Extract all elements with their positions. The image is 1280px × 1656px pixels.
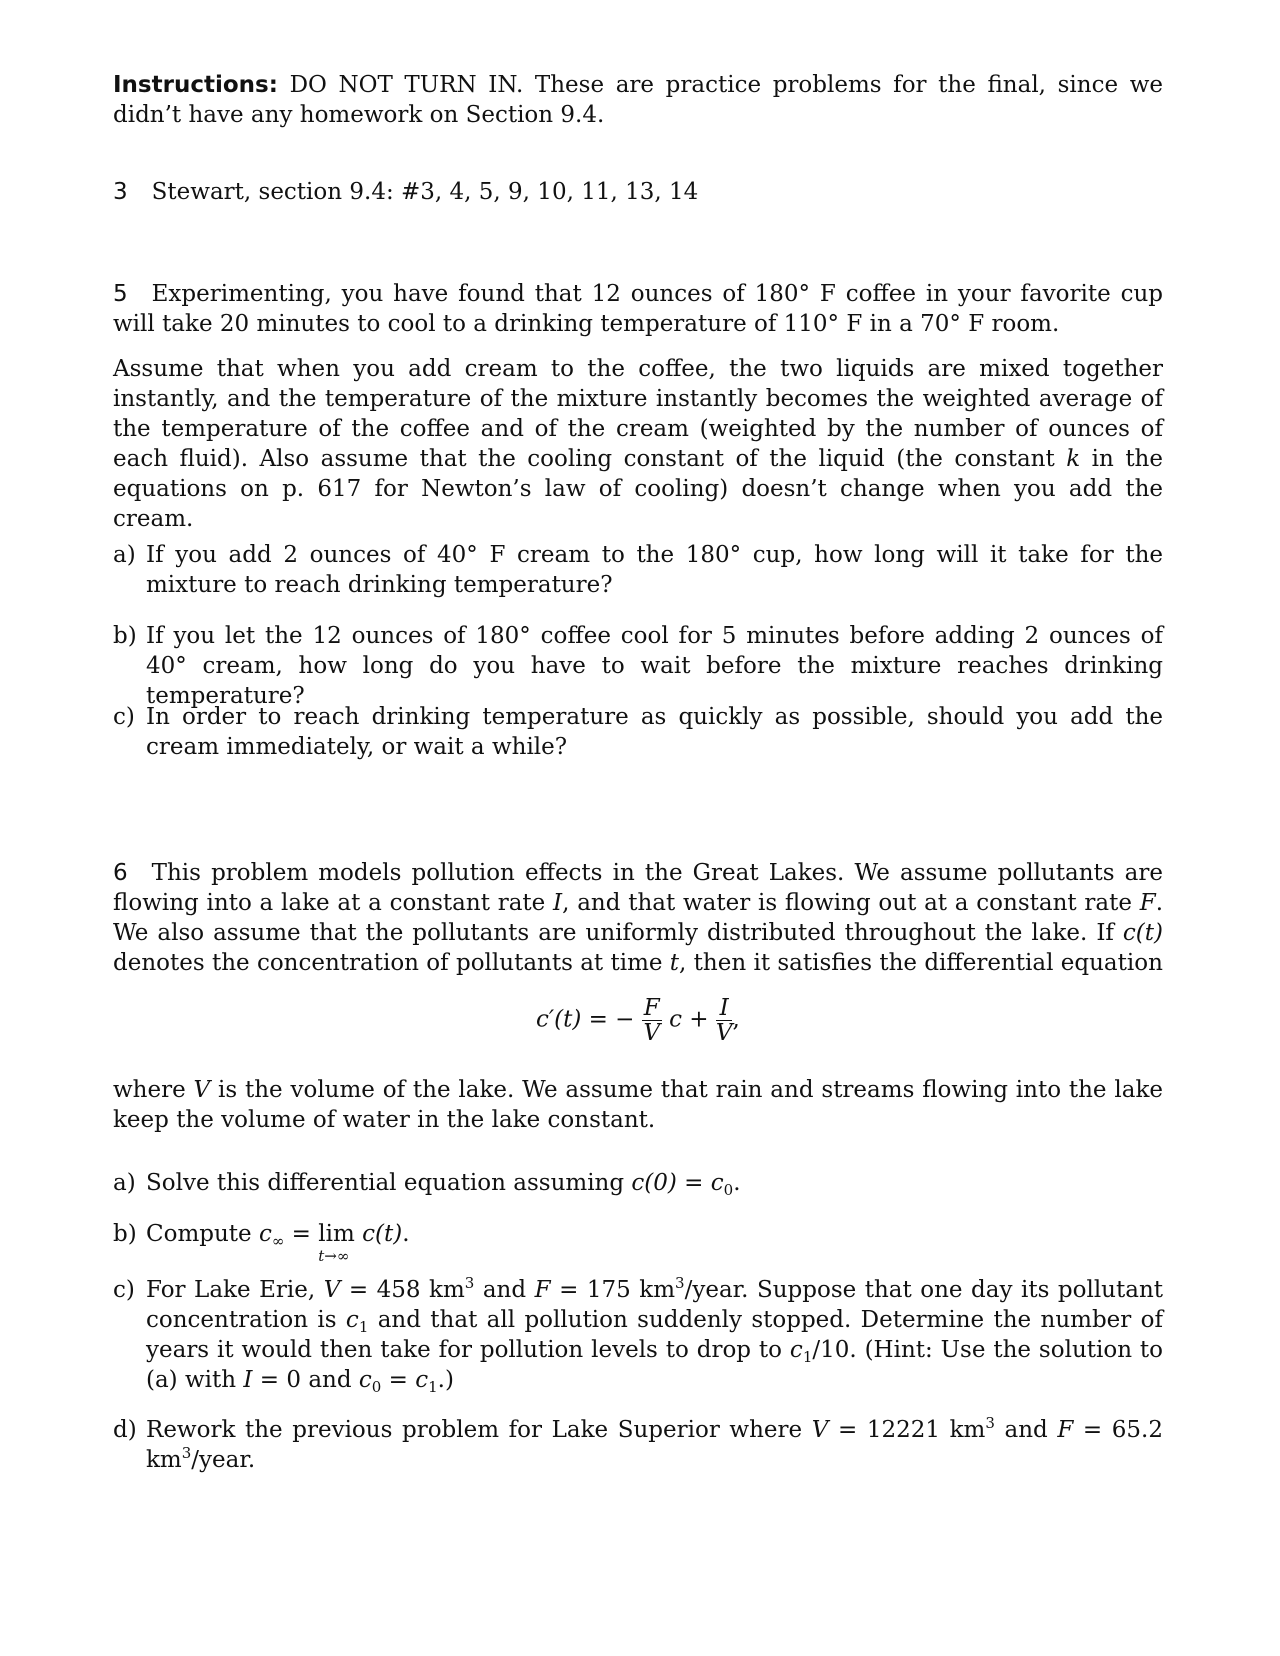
- problem-6-part-d: [113, 1415, 1163, 1475]
- part-label: b): [113, 623, 137, 649]
- problem-6-number: 6: [113, 860, 128, 886]
- part-label: c): [113, 1277, 135, 1303]
- var-I: I: [553, 890, 563, 916]
- problem-5-part-a: [113, 540, 1163, 600]
- lim-text: lim: [318, 1221, 355, 1247]
- instructions-text: DO NOT TURN IN. These are practice problems for the final, since we didn’t have any homework on Section 9.4.: [113, 72, 1164, 128]
- lim-subscript: t→∞: [318, 1247, 350, 1265]
- intro-text: . We also assume that the pollutants are uniformly distributed throughout the lake. If: [113, 890, 1163, 946]
- part-text: Rework the previous problem for Lake Superior where: [146, 1417, 812, 1443]
- part-text: = 65.2 km: [146, 1417, 1164, 1473]
- part-text: and: [474, 1277, 535, 1303]
- note-text: where: [113, 1077, 194, 1103]
- part-math: c(0) = c: [631, 1170, 724, 1196]
- problem-6-part-b: [113, 1219, 1163, 1263]
- frac-den: V: [643, 1020, 661, 1046]
- var-t: t: [669, 950, 680, 976]
- equation-end: ,: [732, 1006, 740, 1033]
- var-c: c: [415, 1367, 429, 1393]
- part-text: and that all pollution suddenly stopped. Determine the number of years it would then take for pollution levels to drop to: [146, 1307, 1163, 1363]
- superscript: 3: [181, 1444, 192, 1462]
- part-text: If you let the 12 ounces of 180° coffee cool for 5 minutes before adding 2 ounces of 40° cream, how long do you have to wait before the mixture reaches drinking temperature?: [146, 623, 1163, 709]
- var-k: k: [1066, 446, 1081, 472]
- var-c: c: [345, 1307, 359, 1333]
- subscript: 1: [358, 1318, 369, 1336]
- instructions-label: Instructions:: [113, 72, 278, 98]
- problem-3: [113, 177, 1163, 207]
- problem-5-intro: [113, 279, 1163, 339]
- problem-6-volume-note: [113, 1075, 1163, 1135]
- problem-5-part-b: [113, 621, 1163, 711]
- part-text: In order to reach drinking temperature as quickly as possible, should you add the cream immediately, or wait a while?: [146, 704, 1163, 760]
- lim-expr: c(t): [362, 1221, 403, 1247]
- part-text: Solve this differential equation assuming: [146, 1170, 632, 1196]
- superscript: 3: [985, 1414, 995, 1432]
- part-text: If you add 2 ounces of 40° F cream to the 180° cup, how long will it take for the mixture to reach drinking temperature?: [146, 542, 1163, 598]
- part-text: .): [437, 1367, 454, 1393]
- part-label: b): [113, 1221, 137, 1247]
- subscript: 1: [428, 1378, 438, 1396]
- limit: [318, 1219, 355, 1263]
- part-text: = 0 and: [252, 1367, 359, 1393]
- part-text: = 175 km: [550, 1277, 676, 1303]
- subscript: 0: [371, 1378, 382, 1396]
- problem-5-assumptions: [113, 354, 1163, 534]
- var-I: I: [243, 1367, 253, 1393]
- part-text: /year. Suppose that one day its pollutant concentration is: [146, 1277, 1164, 1333]
- part-text: /10. (Hint: Use the solution to (a) with: [146, 1337, 1164, 1393]
- part-label: c): [113, 704, 135, 730]
- var-c: c: [789, 1337, 803, 1363]
- problem-6-part-c: [113, 1275, 1163, 1395]
- var-F: F: [534, 1277, 551, 1303]
- part-text: =: [381, 1367, 416, 1393]
- problem-5-part-c: [113, 702, 1163, 762]
- var-c: c: [358, 1367, 372, 1393]
- problem-5-number: 5: [113, 281, 128, 307]
- intro-text: denotes the concentration of pollutants at time: [113, 950, 670, 976]
- subscript: 1: [802, 1348, 813, 1366]
- var-ct: c(t): [1122, 920, 1163, 946]
- frac-num: I: [719, 995, 729, 1021]
- equals: =: [284, 1221, 319, 1247]
- var-V: V: [811, 1417, 829, 1443]
- fraction-f-over-v: [642, 996, 662, 1045]
- frac-num: F: [643, 995, 660, 1021]
- part-text: = 458 km: [340, 1277, 465, 1303]
- problem-6-part-a: [113, 1168, 1163, 1198]
- problem-5-intro-text: Experimenting, you have found that 12 ounces of 180° F coffee in your favorite cup will take 20 minutes to cool to a drinking temperature of 110° F in a 70° F room.: [113, 281, 1163, 337]
- assumptions-text-a: Assume that when you add cream to the coffee, the two liquids are mixed together instantly, and the temperature of the mixture instantly becomes the weighted average of the temperature of the coffee and of the cream (weighted by the number of ounces of each fluid). Also assume that the cooling constant of the liquid (the constant: [113, 356, 1163, 472]
- part-label: a): [113, 542, 136, 568]
- part-text: = 12221 km: [828, 1417, 986, 1443]
- intro-text: This problem models pollution effects in the Great Lakes. We assume pollutants are flowing into a lake at a constant rate: [113, 860, 1163, 916]
- var-c: c: [258, 1221, 272, 1247]
- var-V: V: [323, 1277, 341, 1303]
- frac-den: V: [715, 1020, 733, 1046]
- equation-lhs: c′(t) = −: [536, 1006, 635, 1033]
- part-label: d): [113, 1417, 137, 1443]
- fraction-i-over-v: [716, 996, 733, 1045]
- superscript: 3: [675, 1274, 685, 1292]
- var-F: F: [1139, 890, 1156, 916]
- subscript: ∞: [271, 1232, 285, 1250]
- intro-text: , and that water is flowing out at a constant rate: [562, 890, 1140, 916]
- note-text: is the volume of the lake. We assume that rain and streams flowing into the lake keep the volume of water in the lake constant.: [113, 1077, 1163, 1133]
- var-V: V: [193, 1077, 211, 1103]
- intro-text: , then it satisfies the differential equation: [679, 950, 1163, 976]
- part-text: /year.: [191, 1447, 256, 1473]
- assumptions-text-b: in the equations on p. 617 for Newton’s law of cooling) doesn’t change when you add the cream.: [113, 446, 1163, 532]
- problem-6-intro: [113, 858, 1163, 978]
- equation-mid: c +: [669, 1006, 709, 1033]
- problem-3-text: Stewart, section 9.4: #3, 4, 5, 9, 10, 11, 13, 14: [151, 179, 699, 205]
- part-text: For Lake Erie,: [146, 1277, 324, 1303]
- part-end: .: [402, 1221, 410, 1247]
- part-text: and: [994, 1417, 1058, 1443]
- differential-equation: [536, 996, 756, 1066]
- part-label: a): [113, 1170, 136, 1196]
- subscript: 0: [723, 1181, 734, 1199]
- superscript: 3: [464, 1274, 475, 1292]
- instructions-paragraph: [113, 70, 1163, 130]
- part-text: Compute: [146, 1221, 259, 1247]
- part-end: .: [733, 1170, 741, 1196]
- var-F: F: [1057, 1417, 1074, 1443]
- problem-3-number: 3: [113, 179, 128, 205]
